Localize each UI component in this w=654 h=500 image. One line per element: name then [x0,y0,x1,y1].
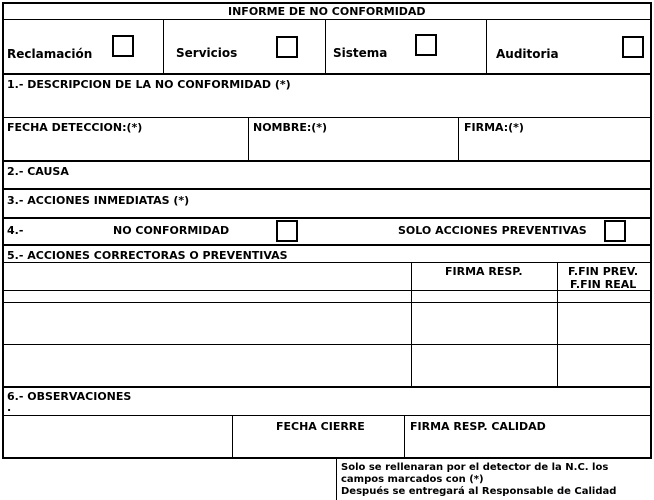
detection-divider [458,117,459,161]
firma-label: FIRMA:(*) [464,121,524,134]
checkbox-solo-preventivas[interactable] [604,220,626,242]
section4-number: 4.- [7,224,24,237]
category-label-servicios: Servicios [176,46,238,60]
category-label-auditoria: Auditoria [496,47,559,61]
nombre-label: NOMBRE:(*) [253,121,328,134]
rule [2,117,652,118]
checkbox-reclamacion[interactable] [112,35,134,57]
category-divider [325,19,326,74]
form-border-left [2,2,4,458]
ffin-prev-header: F.FIN PREV. [568,265,639,278]
footer-note: Solo se rellenaran por el detector de la N.C. los campos marcados con (*) [341,462,609,485]
actions-divider [411,262,412,387]
section5-label: 5.- ACCIONES CORRECTORAS O PREVENTIVAS [7,249,288,262]
footer-divider [336,458,337,500]
category-divider [486,19,487,74]
rule [2,457,652,459]
checkbox-servicios[interactable] [276,36,298,58]
fecha-cierre-label: FECHA CIERRE [276,420,365,433]
category-label-reclamacion: Reclamación [7,47,93,61]
rule [2,344,652,345]
section6-dot: . [7,401,12,414]
closing-divider [404,415,405,458]
section3-label: 3.- ACCIONES INMEDIATAS (*) [7,194,190,207]
footer-note-delivery: Después se entregará al Responsable de Calidad [341,486,617,497]
form-title: INFORME DE NO CONFORMIDAD [228,5,426,18]
checkbox-sistema[interactable] [415,34,437,56]
category-label-sistema: Sistema [333,46,388,60]
section6-label: 6.- OBSERVACIONES [7,390,132,403]
rule [2,386,652,388]
rule [2,244,652,246]
section2-label: 2.- CAUSA [7,165,69,178]
checkbox-auditoria[interactable] [622,36,644,58]
no-conformidad-label: NO CONFORMIDAD [113,224,230,237]
rule [2,2,652,4]
firma-resp-calidad-label: FIRMA RESP. CALIDAD [410,420,546,433]
rule [2,188,652,190]
checkbox-no-conformidad[interactable] [276,220,298,242]
solo-preventivas-label: SOLO ACCIONES PREVENTIVAS [398,224,587,237]
rule [2,160,652,162]
firma-resp-header: FIRMA RESP. [445,265,523,278]
rule [2,415,652,416]
actions-divider [557,262,558,387]
rule [2,262,652,263]
form-border-right [650,2,652,458]
fecha-deteccion-label: FECHA DETECCION:(*) [7,121,143,134]
ffin-real-header: F.FIN REAL [570,278,637,291]
rule [2,217,652,219]
rule [2,302,652,303]
rule [2,73,652,75]
rule [2,290,652,291]
detection-divider [248,117,249,161]
closing-divider [232,415,233,458]
section1-label: 1.- DESCRIPCION DE LA NO CONFORMIDAD (*) [7,78,291,91]
rule [2,19,652,20]
category-divider [163,19,164,74]
